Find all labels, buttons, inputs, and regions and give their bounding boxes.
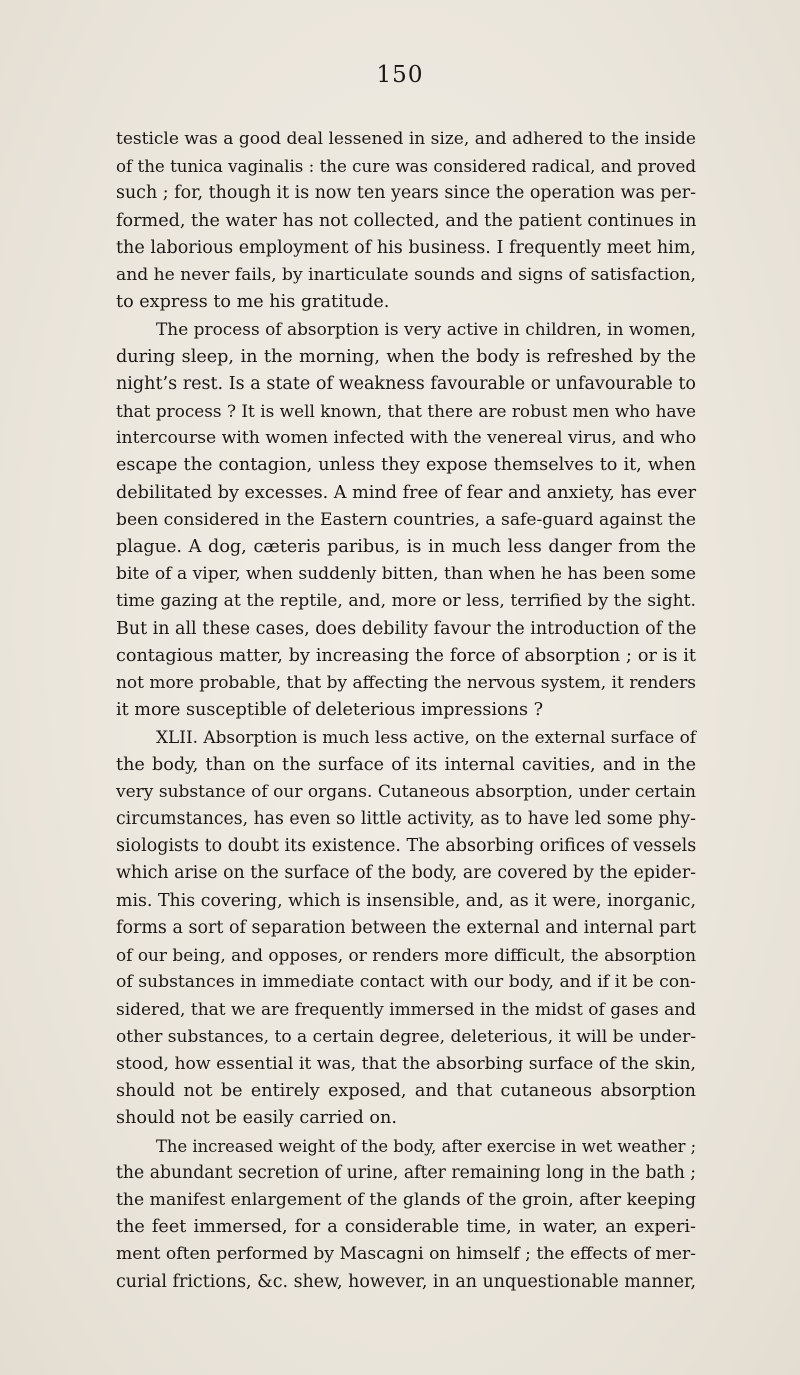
text-line: very substance of our organs. Cutaneous absorption, under certain (116, 781, 696, 802)
text-line: not more probable, that by affecting the nervous system, it renders (116, 673, 696, 694)
text-line: plague. A dog, cæteris paribus, is in much less danger from the (116, 537, 696, 558)
text-line: to express to me his gratitude. (116, 292, 390, 313)
text-line: that process ? It is well known, that there are robust men who have (116, 401, 696, 422)
text-line: intercourse with women infected with the venereal virus, and who (116, 428, 697, 449)
text-line: time gazing at the reptile, and, more or less, terrified by the sight. (116, 591, 696, 612)
text-line: been considered in the Eastern countries, a safe-guard against the (116, 509, 696, 530)
text-line: mis. This covering, which is insensible, and, as it were, inorganic, (116, 890, 696, 911)
text-line: escape the contagion, unless they expose themselves to it, when (116, 455, 696, 476)
text-line: other substances, to a certain degree, deleterious, it will be under- (116, 1026, 696, 1047)
text-line: bite of a viper, when suddenly bitten, than when he has been some (116, 564, 696, 585)
text-line: and he never fails, by inarticulate sounds and signs of satisfaction, (116, 265, 696, 286)
text-line: which arise on the surface of the body, are covered by the epider- (116, 863, 696, 884)
text-line: ment often performed by Mascagni on himself ; the effects of mer- (116, 1244, 696, 1265)
text-line: the abundant secretion of urine, after remaining long in the bath ; (116, 1162, 697, 1183)
text-line: sidered, that we are frequently immersed in the midst of gases and (116, 999, 696, 1020)
text-line: curial frictions, &c. shew, however, in an unquestionable manner, (116, 1271, 697, 1292)
text-line: The process of absorption is very active in children, in women, (156, 319, 696, 340)
text-line: testicle was a good deal lessened in size, and adhered to the inside (116, 129, 696, 149)
text-line: debilitated by excesses. A mind free of fear and anxiety, has ever (116, 482, 696, 503)
text-line: night’s rest. Is a state of weakness favourable or unfavourable to (116, 373, 696, 394)
text-line: such ; for, though it is now ten years since the operation was per- (116, 183, 696, 204)
text-line: XLII. Absorption is much less active, on the external surface of (156, 727, 697, 748)
body-text (116, 126, 696, 1296)
text-line: of the tunica vaginalis : the cure was considered radical, and proved (116, 157, 696, 177)
paragraph (116, 126, 696, 316)
text-line: of our being, and opposes, or renders more difficult, the absorption (116, 945, 696, 966)
text-line: formed, the water has not collected, and the patient continues in (116, 210, 697, 231)
paragraph (116, 316, 696, 724)
page-number: 150 (376, 62, 424, 88)
paragraph (116, 724, 696, 1132)
text-line: the body, than on the surface of its internal cavities, and in the (116, 754, 696, 775)
text-line: the feet immersed, for a considerable time, in water, an experi- (116, 1217, 696, 1238)
text-line: contagious matter, by increasing the force of absorption ; or is it (116, 645, 696, 666)
text-line: should not be entirely exposed, and that cutaneous absorption (116, 1081, 696, 1102)
text-line: should not be easily carried on. (116, 1108, 397, 1129)
text-line: forms a sort of separation between the external and internal part (116, 917, 696, 938)
text-line: circumstances, has even so little activity, as to have led some phy- (116, 809, 696, 830)
text-line: the laborious employment of his business. I frequently meet him, (116, 237, 696, 258)
text-line: siologists to doubt its existence. The absorbing orifices of vessels (116, 836, 697, 857)
text-line: it more susceptible of deleterious impressions ? (116, 700, 544, 721)
text-line: of substances in immediate contact with our body, and if it be con- (116, 972, 696, 993)
text-line: stood, how essential it was, that the absorbing surface of the skin, (116, 1053, 696, 1074)
text-line: But in all these cases, does debility favour the introduction of the (116, 618, 697, 639)
paragraph (116, 1133, 696, 1296)
text-line: the manifest enlargement of the glands of the groin, after keeping (116, 1189, 696, 1210)
text-line: The increased weight of the body, after exercise in wet weather ; (156, 1136, 697, 1156)
text-line: during sleep, in the morning, when the body is refreshed by the (116, 346, 696, 367)
